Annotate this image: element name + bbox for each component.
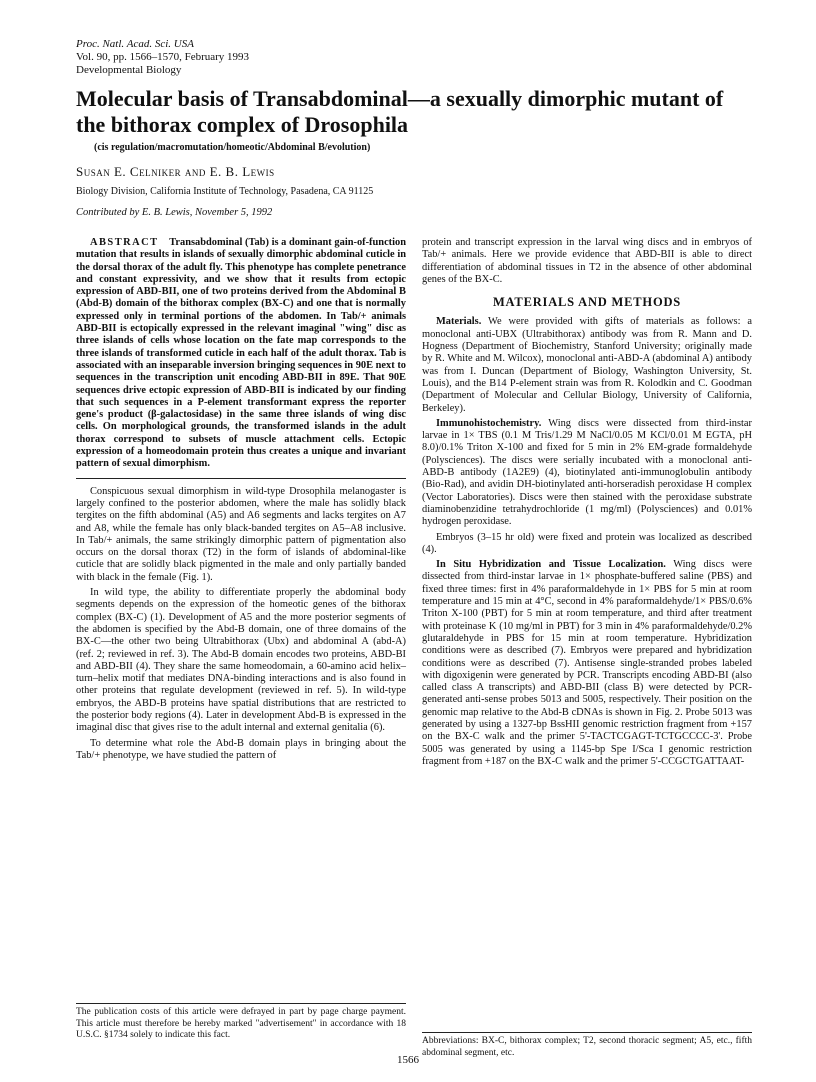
publication-footnote: The publication costs of this article were defrayed in part by page charge payment. This article must therefore be hereby marked "advertisement" in accordance with 18 U.S.C. §1734 solely to indicate this fact. xyxy=(76,1003,406,1042)
methods-heading: MATERIALS AND METHODS xyxy=(492,295,682,310)
intro-paragraph: To determine what role the Abd-B domain plays in bringing about the Tab/+ phenotype, we have studied the pattern of xyxy=(76,737,406,761)
abbreviations-footnote: Abbreviations: BX-C, bithorax complex; T2, second thoracic segment; A5, etc., fifth abdominal segment, etc. xyxy=(422,1032,752,1059)
abstract xyxy=(76,237,406,471)
methods-text: Wing discs were dissected from third-instar larvae in 1× phosphate-buffered saline (PBS) and fixed three times: first in 4% paraformaldehyde in 1× PBS for 5 min at room temperature and 15 min at 4°C, second in 4% paraformaldehyde/1× PBS/0.6% Triton X-100 (PBT) for 5 min at room temperature, and third after treatment with proteinase K (10 mg/ml in PBT) for 3 min in 4% paraformaldehyde/0.2% glutaraldehyde in PBS for 15 min at room temperature. Hybridization conditions were as described (7). Embryos were prepared and hybridization conditions were as described (7). Antisense single-stranded probes labeled with digoxigenin were generated by PCR. Transcripts encoding ABD-BI (also called class A transcripts) and ABD-BII (class B) were detected by PCR-generated anti-sense probes 5013 and 5005, respectively. Their position on the genomic map relative to the Abd-B cDNAs is shown in Fig. 2. Probe 5013 was generated by using a 1327-bp BssHII genomic restriction fragment from +157 on the BX-C walk and the primer 5'-TACTCGAGT-TCTGCCCC-3'. Probe 5005 was generated by using a 1145-bp Spe I/Sca I genomic restriction fragment from +187 on the BX-C walk and the primer 5'-CCGCTGATTAAT- xyxy=(422,559,752,767)
methods-paragraph xyxy=(422,316,752,414)
methods-text: We were provided with gifts of materials as follows: a monoclonal anti-UBX (Ultrabithorax) antibody was from R. Mann and D. Hogness (Department of Biochemistry, Stanford University; originally made by R. White and M. Wilcox), monoclonal anti-ABD-A (abdominal A) antibody was from I. Duncan (Department of Biology, Washington University, St. Louis), and the B14 P-element strain was from R. Kolodkin and C. Goodman (Department of Molecular and Cellular Biology, University of California, Berkeley). xyxy=(422,316,752,414)
methods-paragraph xyxy=(422,418,752,529)
journal-name: Proc. Natl. Acad. Sci. USA xyxy=(76,38,194,50)
methods-text: Wing discs were dissected from third-instar larvae in 1× TBS (0.1 M Tris/1.29 M NaCl/0.05 M KCl/0.01 M EGTA, pH 8.0)/0.1% Triton X-100 and fixed for 5 min in 2% EM-grade formaldehyde (Polysciences). The discs were serially incubated with a monoclonal anti-ABD-B antibody (1A2E9) (4), biotinylated anti-immunoglobulin antibody (Bio-Rad), and avidin DH-biotinylated anti-horseradish peroxidase H complex (Vector Laboratories). Discs were then stained with the peroxidase substrate diaminobenzidine tetrahydrochloride (1 mg/ml) (Polysciences) and 0.01% hydrogen peroxidase. xyxy=(422,417,752,528)
keywords: (cis regulation/macromutation/homeotic/Abdominal B/evolution) xyxy=(94,142,371,153)
article-title: Molecular basis of Transabdominal—a sexually dimorphic mutant of the bithorax complex of Drosophila xyxy=(76,86,724,137)
methods-text: Embryos (3–15 hr old) were fixed and protein was localized as described (4). xyxy=(422,531,752,555)
runin-head: Materials. xyxy=(436,316,482,328)
divider xyxy=(76,478,406,479)
abstract-label: ABSTRACT xyxy=(90,237,159,248)
runin-head: Immunohistochemistry. xyxy=(436,417,542,429)
methods-paragraph xyxy=(422,559,752,768)
methods-paragraph xyxy=(422,532,752,557)
journal-volume: Vol. 90, pp. 1566–1570, February 1993 xyxy=(76,51,250,63)
journal-header xyxy=(76,38,249,77)
journal-section: Developmental Biology xyxy=(76,64,182,76)
authors: Susan E. Celniker and E. B. Lewis xyxy=(76,164,275,179)
affiliation: Biology Division, California Institute of Technology, Pasadena, CA 91125 xyxy=(76,186,374,197)
left-column xyxy=(76,237,406,765)
page-number: 1566 xyxy=(397,1054,419,1066)
intro-paragraph: Conspicuous sexual dimorphism in wild-type Drosophila melanogaster is largely confined to the posterior abdomen, where the male has solidly black tergites on the fifth abdominal (A5) and A6 segments and lacks tergites on A7 and A8, while the female has only black-banded tergites on A5–A8 inclusive. In Tab/+ animals, the same strikingly dimorphic pattern of pigmentation also occurs on the dorsal thorax (T2) in the form of islands of abdominal-like cuticle that are solidly black pigmented in the male and only partially banded with black in the female (Fig. 1). xyxy=(76,485,406,583)
right-column xyxy=(422,237,752,771)
intro-continued: protein and transcript expression in the larval wing discs and in embryos of Tab/+ animals. Here we provide evidence that ABD-BII is able to direct differentiation of abdominal tissues in T2 in the absence of other abdominal genes of the BX-C. xyxy=(422,237,752,285)
contributed-by: Contributed by E. B. Lewis, November 5, 1992 xyxy=(76,207,273,218)
abstract-text: Transabdominal (Tab) is a dominant gain-of-function mutation that results in islands of sexually dimorphic abdominal cuticle in the dorsal thorax of the adult fly. This phenotype has complete penetrance and constant expressivity, and we show that it results from ectopic expression of ABD-BII, one of two proteins derived from the Abdominal B (Abd-B) domain of the bithorax complex (BX-C) and one that is normally expressed only in terminal portions of the abdomen. In Tab/+ animals ABD-BII is ectopically expressed in the relevant imaginal "wing" disc as three islands of cells whose location on the fate map corresponds to the three islands of transformed cuticle in each half of the adult thorax. Tab is associated with an inseparable inversion bringing sequences in 90E next to sequences in the transcription unit encoding ABD-BII in 89E. That 90E sequences drive ectopic expression of ABD-BII is indicated by our finding that such sequences in a P-element transformant express the reporter gene's product (β-galactosidase) in the same three islands of wing disc cells. On morphological grounds, the transformed islands in the adult thorax correspond to subsets of muscle attachment cells. Ectopic expression of a homeodomain protein thus creates a unique and invariant pattern of sexual dimorphism. xyxy=(76,237,407,470)
intro-paragraph: In wild type, the ability to differentiate properly the abdominal body segments depends on the expression of the homeotic genes of the bithorax complex (BX-C) (1). Development of A5 and the more posterior segments of the abdomen is specified by the Abd-B domain, one of three domains of the BX-C—the other two being Ultrabithorax (Ubx) and abdominal A (abd-A) (ref. 2; reviewed in ref. 3). The Abd-B domain encodes two proteins, ABD-BI and ABD-BII (4). They share the same homeodomain, a 60-amino acid helix–turn–helix motif that mediates DNA-binding interactions and is also found in other proteins that regulate development (reviewed in ref. 5). In wild-type embryos, the ABD-B proteins have spatial distributions that are restricted to the posterior body regions (4). Later in development Abd-B is expressed in the imaginal disc that gives rise to the adult internal and external genitalia (6). xyxy=(76,587,406,734)
runin-head: In Situ Hybridization and Tissue Localization. xyxy=(436,559,666,571)
